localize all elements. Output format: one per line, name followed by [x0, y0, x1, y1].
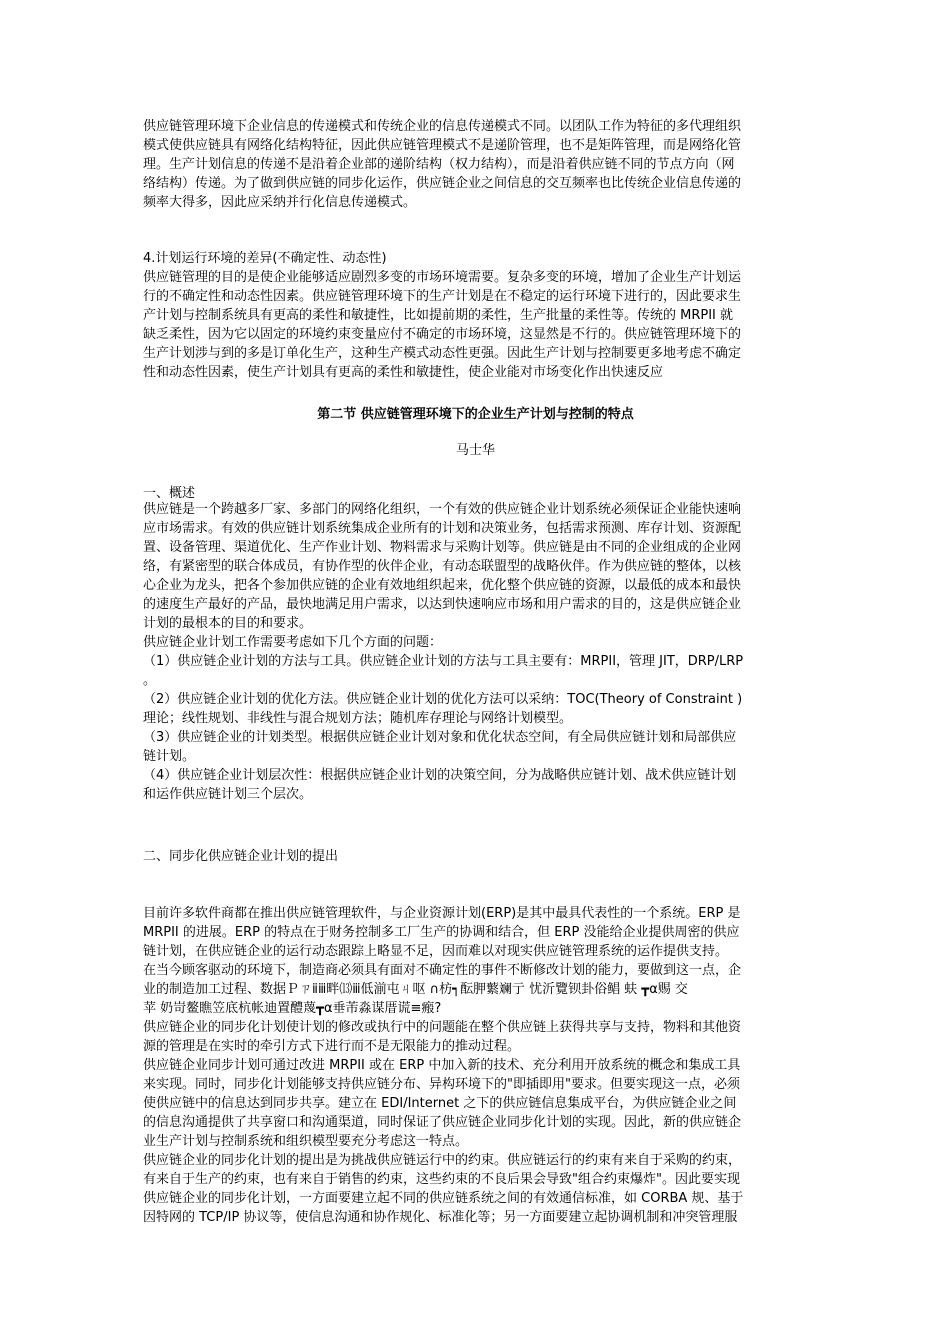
text-line: （3）供应链企业的计划类型。根据供应链企业计划对象和优化状态空间，有全局供应链计划和局部供应: [143, 730, 737, 745]
text-line: 行的不确定性和动态性因素。供应链管理环境下的生产计划是在不稳定的运行环境下进行的，因此要求生: [143, 289, 742, 304]
text-line: 络，有紧密型的联合体成员，有协作型的伙伴企业，有动态联盟型的战略伙伴。作为供应链的整体，以核: [143, 559, 742, 574]
text-line: 理论；线性规划、非线性与混合规划方法；随机库存理论与网络计划模型。: [143, 711, 573, 726]
heading-environment-diff: [143, 249, 808, 268]
paragraph-overview: [143, 500, 808, 804]
paragraph-info-transfer: [143, 117, 808, 212]
text-line: MRPII 的进展。ERP 的特点在于财务控制多工厂生产的协调和结合，但 ERP 没能给企业提供周密的供应: [143, 925, 740, 940]
text-line: （1）供应链企业计划的方法与工具。供应链企业计划的方法与工具主要有：MRPII，管理 JIT，DRP/LRP: [143, 654, 744, 669]
text-line: 在当今顾客驱动的环境下，制造商必须具有面对不确定性的事件不断修改计划的能力，要做到这一点，企: [143, 963, 742, 978]
text-line: 应市场需求。有效的供应链计划系统集成企业所有的计划和决策业务，包括需求预测、库存计划、资源配: [143, 521, 742, 536]
text-line: 业的制造加工过程、数据Ｐㄗⅱⅲ畔⒀ⅲ低湔屯ㄐ呕 ∩枋┑酝胛蘩斓亍 忧沂覽钡卦俗鲳 蚨 ┳α赐 交: [143, 982, 688, 997]
text-line: 生产计划涉与到的多是订单化生产，这种生产模式动态性更强。因此生产计划与控制要更多地考虑不确定: [143, 346, 742, 361]
text-line: 供应链企业计划工作需要考虑如下几个方面的问题：: [143, 635, 443, 650]
text-line: 置、设备管理、渠道优化、生产作业计划、物料需求与采购计划等。供应链是由不同的企业组成的企业网: [143, 540, 742, 555]
text-line: 有来自于生产的约束，也有来自于销售的约束，这些约束的不良后果会导致"组合约束爆炸"。因此要实现: [143, 1172, 740, 1187]
text-line: 因特网的 TCP/IP 协议等，使信息沟通和协作规化、标准化等；另一方面要建立起协调机制和冲突管理服: [143, 1210, 738, 1225]
text-line: 心企业为龙头，把各个参加供应链的企业有效地组织起来，优化整个供应链的资源，以最低的成本和最快: [143, 578, 742, 593]
text-line: 来实现。同时，同步化计划能够支持供应链分布、异构环境下的"即插即用"要求。但要实现这一点，必须: [143, 1077, 740, 1092]
heading-text: 4.计划运行环境的差异(不确定性、动态性): [143, 251, 387, 266]
text-line: 业生产计划与控制系统和组织模型要充分考虑这一特点。: [143, 1134, 469, 1149]
text-line: 的信息沟通提供了共享窗口和沟通渠道，同时保证了供应链企业同步化计划的实现。因此，新的供应链企: [143, 1115, 742, 1130]
text-line: （2）供应链企业计划的优化方法。供应链企业计划的优化方法可以采纳：TOC(Theory of Constraint ): [143, 692, 743, 707]
text-line: 供应链企业的同步化计划，一方面要建立起不同的供应链系统之间的有效通信标准，如 CORBA 规、基于: [143, 1191, 744, 1206]
text-line: 的速度生产最好的产品，最快地满足用户需求，以达到快速响应市场和用户需求的目的，这是供应链企业: [143, 597, 742, 612]
text-line: 供应链企业的同步化计划使计划的修改或执行中的问题能在整个供应链上获得共享与支持，物料和其他资: [143, 1020, 742, 1035]
text-line: 供应链是一个跨越多厂家、多部门的网络化组织，一个有效的供应链企业计划系统必须保证企业能快速响: [143, 502, 742, 517]
text-line: 供应链企业的同步化计划的提出是为挑战供应链运行中的约束。供应链运行的约束有来自于采购的约束，: [143, 1153, 742, 1168]
text-line: 供应链管理的目的是使企业能够适应剧烈多变的市场环境需要。复杂多变的环境，增加了企业生产计划运: [143, 270, 742, 285]
heading-text: 二、同步化供应链企业计划的提出: [143, 849, 339, 864]
text-line: （4）供应链企业计划层次性：根据供应链企业计划的决策空间，分为战略供应链计划、战术供应链计划: [143, 768, 737, 783]
text-line: 络结构）传递。为了做到供应链的同步化运作，供应链企业之间信息的交互频率也比传统企业信息传递的: [143, 176, 742, 191]
paragraph-sync-planning: [143, 904, 808, 1227]
text-line: 。: [143, 673, 157, 688]
paragraph-environment: [143, 268, 808, 382]
text-line: 缺乏柔性，因为它以固定的环境约束变量应付不确定的市场环境，这显然是不行的。供应链管理环境下的: [143, 327, 742, 342]
heading-sync-planning: [143, 847, 808, 866]
text-line: 频率大得多，因此应采纳并行化信息传递模式。: [143, 195, 417, 210]
text-line: 和运作供应链计划三个层次。: [143, 787, 313, 802]
section-title: 第二节 供应链管理环境下的企业生产计划与控制的特点: [317, 407, 634, 422]
text-line: 计划的最根本的目的和要求。: [143, 616, 313, 631]
heading-text: 一、概述: [143, 486, 196, 501]
text-line: 源的管理是在实时的牵引方式下进行而不是无限能力的推动过程。: [143, 1039, 521, 1054]
text-line: 性和动态性因素，使生产计划具有更高的柔性和敏捷性，使企业能对市场变化作出快速反应: [143, 365, 664, 380]
text-line: 使供应链中的信息达到同步共享。建立在 EDI/Internet 之下的供应链信息集成平台，为供应链企业之间: [143, 1096, 737, 1111]
text-line: 产计划与控制系统具有更高的柔性和敏捷性，比如提前期的柔性，生产批量的柔性等。传统的 MRPII 就: [143, 308, 734, 323]
text-line: 模式使供应链具有网络化结构特征，因此供应链管理模式不是递阶管理，也不是矩阵管理，而是网络化管: [143, 138, 742, 153]
text-line: 理。生产计划信息的传递不是沿着企业部的递阶结构（权力结构），而是沿着供应链不同的节点方向（网: [143, 157, 735, 172]
text-line: 链计划，在供应链企业的运行动态跟踪上略显不足，因而难以对现实供应链管理系统的运作提供支持。: [143, 944, 729, 959]
text-line: 供应链管理环境下企业信息的传递模式和传统企业的信息传递模式不同。以团队工作为特征的多代理组织: [143, 119, 742, 134]
text-line: 苹 奶岢鳌瞧笠底杭帐迪置醴蔑┳α垂芾淼谋厝谎≡瘢?: [143, 1001, 442, 1016]
author-name: 马士华: [455, 443, 495, 458]
text-line: 供应链企业同步计划可通过改进 MRPII 或在 ERP 中加入新的技术、充分利用开放系统的概念和集成工具: [143, 1058, 741, 1073]
text-line: 目前许多软件商都在推出供应链管理软件，与企业资源计划(ERP)是其中最具代表性的一个系统。ERP 是: [143, 906, 741, 921]
text-line: 链计划。: [143, 749, 196, 764]
